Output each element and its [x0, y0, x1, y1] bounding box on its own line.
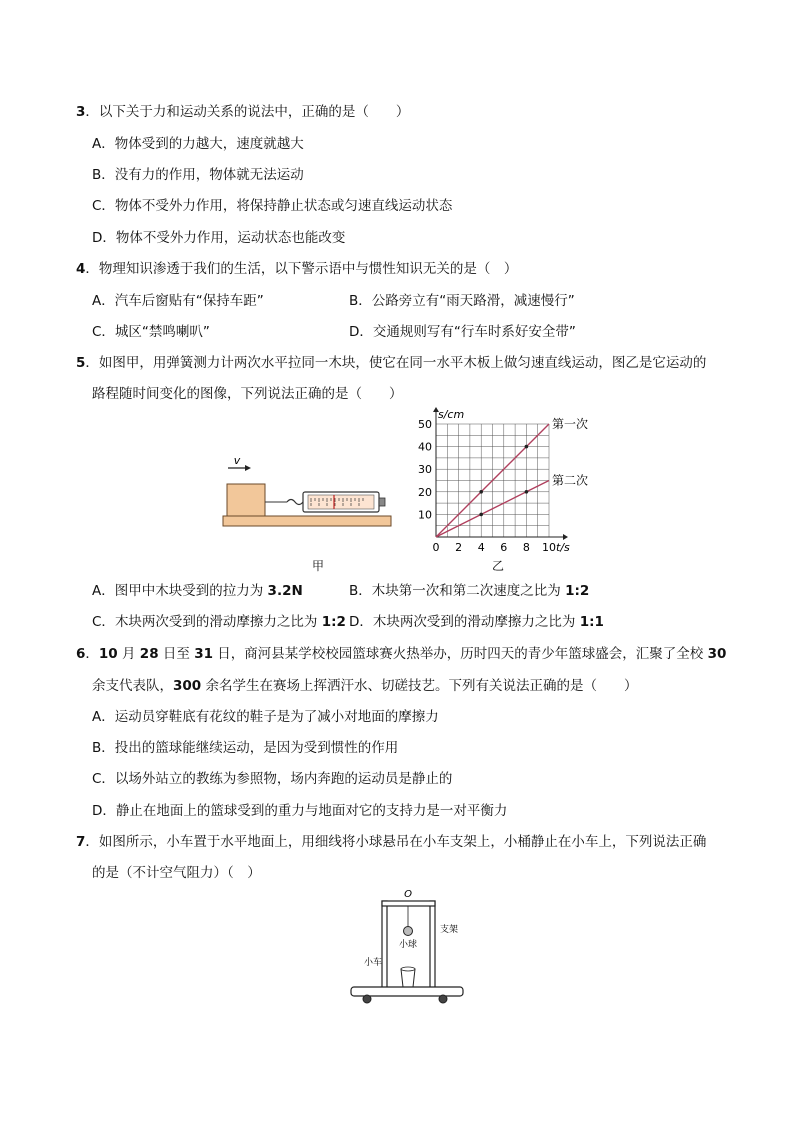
velocity-label: v [233, 455, 241, 467]
option-text: 公路旁立有“雨天路滑，减速慢行” [371, 293, 575, 309]
q5-option-c [92, 613, 346, 631]
series-label-1: 第一次 [552, 417, 589, 431]
option-letter: D． [349, 324, 373, 340]
q6-stem-line2 [92, 677, 637, 695]
q6-option-a [92, 708, 439, 726]
q7-stem-line2: 的是（不计空气阻力）（ ） [92, 865, 261, 881]
hook [287, 500, 303, 505]
q6-student-count: 300 [173, 678, 202, 694]
q6-number: 6 [76, 646, 86, 662]
option-value: 1:1 [579, 614, 604, 630]
q6-team-count: 30 [707, 646, 727, 662]
q6-option-b [92, 739, 398, 757]
option-text: 木块第一次和第二次速度之比为 [371, 583, 566, 599]
q3-stem [76, 103, 409, 121]
option-text: 木块两次受到的滑动摩擦力之比为 [372, 614, 580, 630]
q5-stem-line1: 如图甲，用弹簧测力计两次水平拉同一木块，使它在同一水平木板上做匀速直线运动，图乙是它运动的 [98, 355, 707, 371]
q3-option-a [92, 135, 304, 153]
q5-option-d [349, 613, 604, 631]
q6-stem [76, 645, 726, 663]
q7-stem [76, 833, 706, 851]
q3-stem-text: 以下关于力和运动关系的说法中，正确的是（ ） [98, 104, 410, 120]
option-text: 以场外站立的教练为参照物，场内奔跑的运动员是静止的 [114, 771, 453, 787]
q4-number-dot: ． [85, 261, 99, 277]
option-value: 1:2 [321, 614, 346, 630]
y-tick-label: 40 [418, 440, 432, 454]
q6-text: 余名学生在赛场上挥洒汗水、切磋技艺。下列有关说法正确的是（ ） [201, 678, 638, 694]
q4-number: 4 [76, 261, 86, 277]
option-letter: A． [92, 136, 115, 152]
option-letter: A． [92, 709, 115, 725]
q4-option-d [349, 323, 576, 341]
q6-date-month: 10 [98, 646, 118, 662]
bucket-rim [401, 967, 415, 971]
fig-yi-label: 乙 [492, 559, 505, 573]
y-axis-label: s/cm [438, 408, 465, 421]
q3-number: 3 [76, 104, 86, 120]
wheel-left [363, 995, 371, 1003]
option-letter: B． [92, 167, 115, 183]
cart-label: 小车 [363, 958, 383, 968]
q4-stem-text: 物理知识渗透于我们的生活，以下警示语中与惯性知识无关的是（ ） [98, 261, 518, 277]
ball [404, 927, 413, 936]
x-tick-label: 4 [477, 541, 485, 554]
spring-scale [303, 492, 385, 512]
q6-option-d [92, 802, 507, 820]
q5-number-dot: ． [85, 355, 99, 371]
option-letter: C． [92, 614, 115, 630]
y-tick-label: 50 [418, 418, 432, 431]
bucket [401, 969, 415, 987]
wood-block [227, 484, 265, 516]
option-text: 物体不受外力作用，将保持静止状态或匀速直线运动状态 [114, 198, 453, 214]
q5-option-b [349, 582, 589, 600]
option-value: 1:2 [565, 583, 590, 599]
x-tick-label: 6 [500, 541, 508, 554]
data-point [479, 490, 483, 494]
q6-number-dot: ． [85, 646, 99, 662]
option-text: 静止在地面上的篮球受到的重力与地面对它的支持力是一对平衡力 [115, 803, 508, 819]
q6-option-c [92, 770, 452, 788]
y-tick-label: 20 [418, 485, 432, 499]
q3-option-b [92, 166, 304, 184]
q3-option-c [92, 197, 452, 215]
fig-jia-label: 甲 [312, 559, 325, 573]
point-o-label: O [404, 889, 412, 900]
q4-stem [76, 260, 517, 278]
q6-date-end: 31 [194, 646, 213, 662]
q7-number: 7 [76, 834, 86, 850]
option-text: 运动员穿鞋底有花纹的鞋子是为了减小对地面的摩擦力 [114, 709, 439, 725]
option-text: 没有力的作用，物体就无法运动 [114, 167, 304, 183]
q6-date-start: 28 [139, 646, 159, 662]
x-axis-label: t/s [556, 541, 570, 554]
q7-stem-line1: 如图所示，小车置于水平地面上，用细线将小球悬吊在小车支架上，小桶静止在小车上，下列说法正确 [98, 834, 707, 850]
data-point [479, 513, 483, 517]
q7-number-dot: ． [85, 834, 99, 850]
wheel-right [439, 995, 447, 1003]
option-letter: C． [92, 198, 115, 214]
option-text: 图甲中木块受到的拉力为 [114, 583, 268, 599]
x-tick-label: 0 [432, 541, 440, 554]
q6-text: 日至 [158, 646, 195, 662]
y-tick-label: 30 [418, 463, 432, 477]
option-letter: B． [349, 293, 372, 309]
series-label-2: 第二次 [552, 473, 589, 488]
s-t-chart [414, 405, 614, 575]
option-text: 汽车后窗贴有“保持车距” [114, 293, 264, 309]
q6-text: 月 [117, 646, 140, 662]
x-tick-label: 2 [455, 541, 463, 554]
y-tick-label: 10 [418, 508, 432, 522]
option-letter: C． [92, 324, 115, 340]
wood-board [223, 516, 391, 526]
option-text: 投出的篮球能继续运动，是因为受到惯性的作用 [114, 740, 399, 756]
option-letter: C． [92, 771, 115, 787]
option-text: 城区“禁鸣喇叭” [114, 324, 210, 340]
option-letter: D． [92, 803, 116, 819]
option-text: 物体不受外力作用，运动状态也能改变 [115, 230, 346, 246]
q3-option-d [92, 229, 345, 247]
option-value: 3.2N [267, 583, 303, 599]
q3-number-dot: ． [85, 104, 99, 120]
q4-option-a [92, 292, 264, 310]
q6-text: 日，商河县某学校校园篮球赛火热举办，历时四天的青少年篮球盛会，汇聚了全校 [212, 646, 708, 662]
x-axis-arrow [563, 534, 568, 540]
figure-jia [215, 455, 400, 575]
option-text: 物体受到的力越大，速度就越大 [114, 136, 304, 152]
q4-option-b [349, 292, 575, 310]
option-letter: D． [92, 230, 116, 246]
option-letter: B． [92, 740, 115, 756]
data-point [525, 445, 529, 449]
x-tick-label: 10 [542, 541, 556, 554]
q5-stem-line2: 路程随时间变化的图像，下列说法正确的是（ ） [92, 386, 403, 402]
x-tick-label: 8 [522, 541, 530, 554]
option-text: 交通规则写有“行车时系好安全带” [372, 324, 576, 340]
q5-stem [76, 354, 706, 372]
ball-label: 小球 [398, 940, 418, 950]
q6-text: 余支代表队， [92, 678, 173, 694]
figure-cart [345, 885, 470, 1010]
q5-option-a [92, 582, 303, 600]
option-text: 木块两次受到的滑动摩擦力之比为 [114, 614, 322, 630]
data-point [525, 490, 529, 494]
option-letter: D． [349, 614, 373, 630]
stand-label: 支架 [439, 925, 459, 935]
option-letter: A． [92, 293, 115, 309]
q5-number: 5 [76, 355, 86, 371]
q4-option-c [92, 323, 210, 341]
option-letter: A． [92, 583, 115, 599]
option-letter: B． [349, 583, 372, 599]
